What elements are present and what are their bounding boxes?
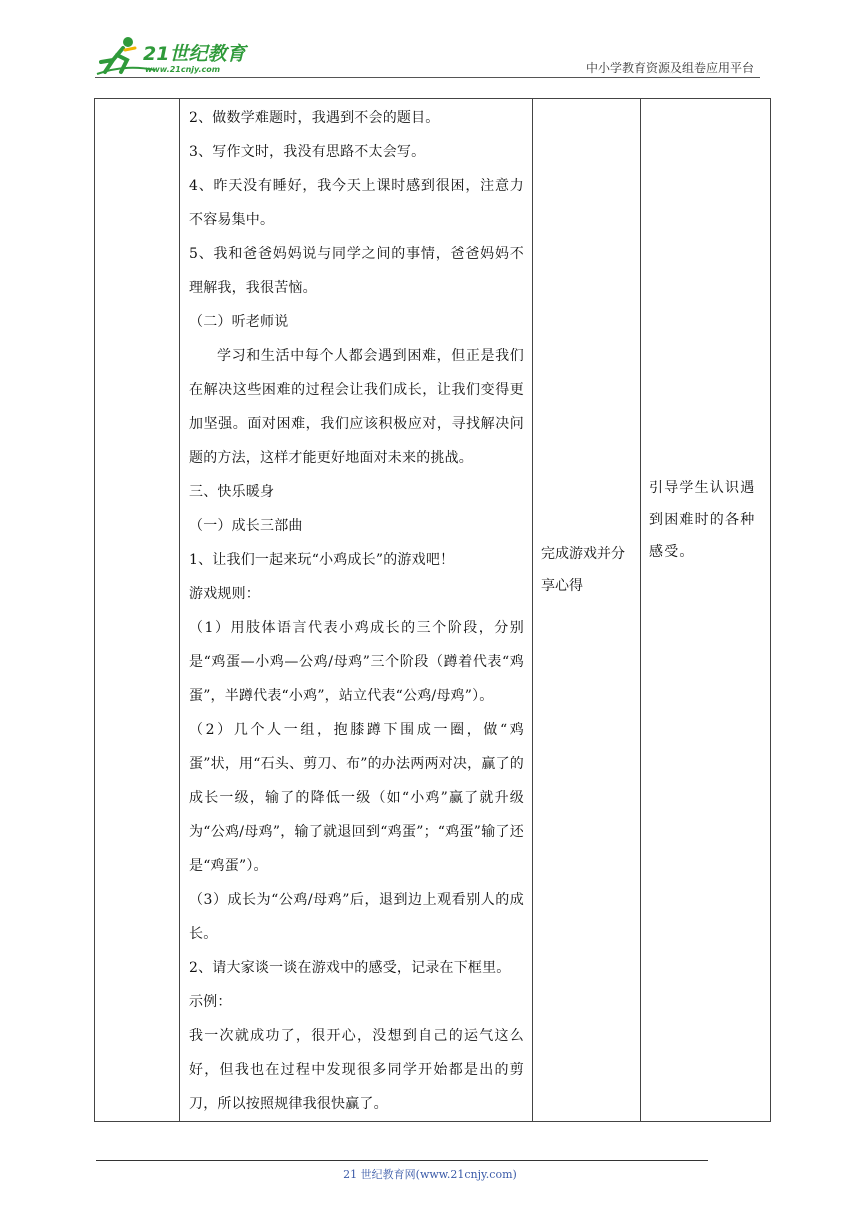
design-intent-cell [641, 99, 771, 1122]
student-activity-text: 完成游戏并分享心得 [541, 546, 625, 594]
section-heading: （二）听老师说 [189, 314, 289, 330]
logo [95, 34, 265, 78]
section-heading: 三、快乐暖身 [189, 484, 275, 500]
design-intent-text: 引导学生认识遇到困难时的各种感受。 [649, 480, 756, 560]
content-line: （3）成长为“公鸡/母鸡”后，退到边上观看别人的成长。 [189, 892, 524, 942]
platform-name: 中小学教育资源及组卷应用平台 [585, 61, 754, 75]
student-activity-cell [533, 99, 641, 1122]
content-line: 3、写作文时，我没有思路不太会写。 [189, 144, 426, 160]
header-divider [95, 77, 760, 78]
footer-divider [96, 1160, 708, 1161]
content-line: 1、让我们一起来玩“小鸡成长”的游戏吧！ [189, 552, 455, 568]
stage-cell [95, 99, 180, 1122]
content-line: 5、我和爸爸妈妈说与同学之间的事情，爸爸妈妈不理解我，我很苦恼。 [189, 246, 524, 296]
content-line: 学习和生活中每个人都会遇到困难，但正是我们在解决这些困难的过程会让我们成长，让我们变得更加坚强。面对困难，我们应该积极应对，寻找解决问题的方法，这样才能更好地面对未来的挑战。 [189, 348, 524, 466]
content-line: （1）用肢体语言代表小鸡成长的三个阶段，分别是“鸡蛋—小鸡—公鸡/母鸡”三个阶段（蹲着代表“鸡蛋”，半蹲代表“小鸡”，站立代表“公鸡/母鸡”）。 [189, 620, 524, 704]
logo-url: www.21cnjy.com [145, 65, 221, 74]
content-line: 示例： [189, 994, 232, 1010]
content-line: 4、昨天没有睡好，我今天上课时感到很困，注意力不容易集中。 [189, 178, 524, 228]
logo-text: 21世纪教育 [143, 43, 246, 65]
running-man-logo-icon [95, 34, 265, 78]
lesson-plan-table [94, 98, 771, 1122]
content-line: 游戏规则： [189, 586, 260, 602]
section-heading: （一）成长三部曲 [189, 518, 303, 534]
footer-text: 21 世纪教育网(www.21cnjy.com) [343, 1168, 517, 1181]
content-line: 2、做数学难题时，我遇到不会的题目。 [189, 110, 440, 126]
content-line: 2、请大家谈一谈在游戏中的感受，记录在下框里。 [189, 960, 511, 976]
content-line: 我一次就成功了，很开心，没想到自己的运气这么好，但我也在过程中发现很多同学开始都是出的剪刀，所以按照规律我很快赢了。 [189, 1028, 524, 1112]
content-line: （2）几个人一组，抱膝蹲下围成一圈，做“鸡蛋”状，用“石头、剪刀、布”的办法两两对决，赢了的成长一级，输了的降低一级（如“小鸡”赢了就升级为“公鸡/母鸡”，输了就退回到“鸡蛋”；“鸡蛋”输了还是“鸡蛋”）。 [189, 722, 524, 874]
page-header [95, 34, 760, 78]
content-cell [180, 99, 533, 1122]
content-text [180, 99, 532, 1121]
table-row [95, 99, 771, 1122]
